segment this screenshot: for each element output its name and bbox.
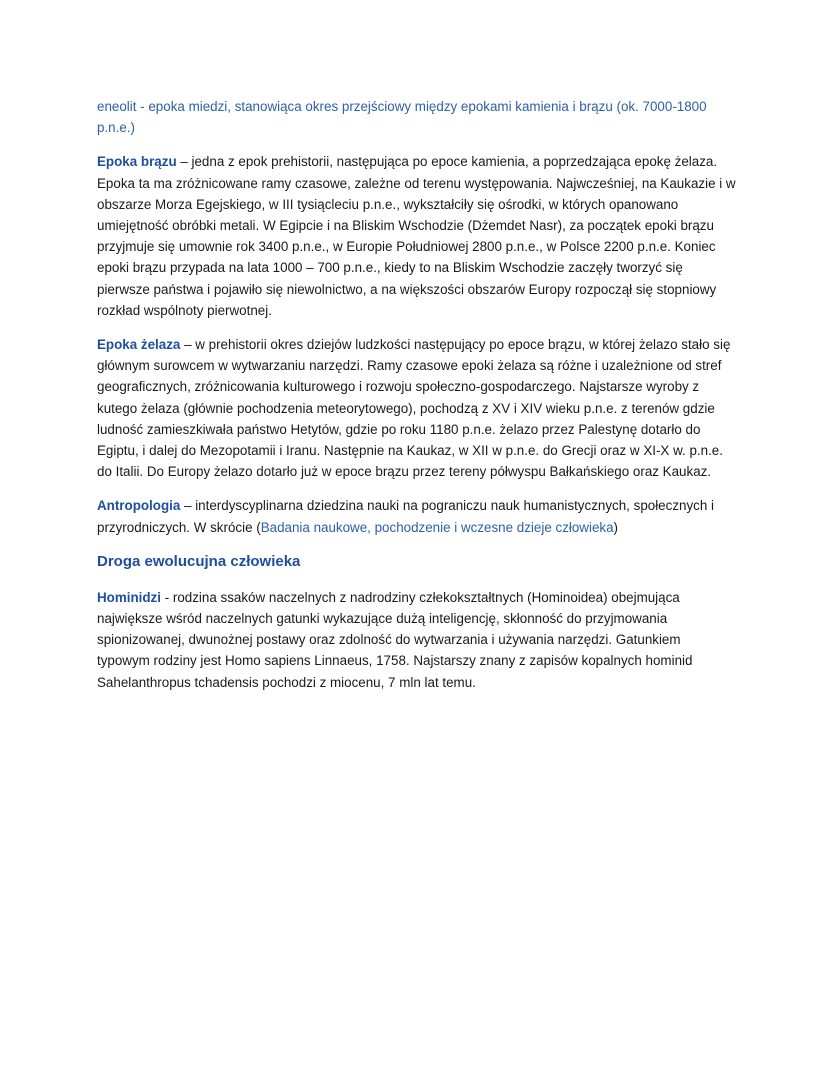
- anthropology-close-paren: ): [613, 519, 619, 535]
- iron-age-text: – w prehistorii okres dziejów ludzkości następujący po epoce brązu, w której żelazo stało się głównym surowcem w wytwarzaniu narzędzi. Ramy czasowe epoki żelaza są różne i uzależnione od stref geograficznych, zróżnicowania kulturowego i rozwoju społeczno-gospodarczego. Najstarsze wyroby z kutego żelaza (głównie pochodzenia meteorytowego), pochodzą z XV i XIV wieku p.n.e. z terenów gdzie ludność zamieszkiwała państwo Hetytów, gdzie po roku 1180 p.n.e. żelazo przez Palestynę dotarło do Egiptu, i dalej do Mezopotamii i Iranu. Następnie na Kaukaz, w XII w p.n.e. do Grecji oraz w XI-X w. p.n.e. do Italii. Do Europy żelazo dotarło już w epoce brązu przez tereny półwyspu Bałkańskiego oraz Kaukaz.: [97, 337, 731, 480]
- hominids-text: - rodzina ssaków naczelnych z nadrodziny człekokształtnych (Hominoidea) obejmująca największe wśród naczelnych gatunki wykazujące dużą inteligencję, skłonność do przyjmowania spionizowanej, dwunożnej postawy oraz zdolność do wytwarzania i używania narzędzi. Gatunkiem typowym rodziny jest Homo sapiens Linnaeus, 1758. Najstarszy znany z zapisów kopalnych hominid Sahelanthropus tchadensis pochodzi z miocenu, 7 mln lat temu.: [97, 589, 693, 690]
- anthropology-link[interactable]: Badania naukowe, pochodzenie i wczesne dzieje człowieka: [260, 519, 614, 535]
- anthropology-term: Antropologia: [97, 498, 181, 514]
- hominids-paragraph: [97, 587, 737, 693]
- hominids-term: Hominidzi: [97, 589, 161, 605]
- document-page: [97, 96, 737, 706]
- bronze-age-term: Epoka brązu: [97, 154, 177, 170]
- section-heading: Droga ewolucujna człowieka: [97, 552, 301, 570]
- bronze-age-text: – jedna z epok prehistorii, następująca po epoce kamienia, a poprzedzająca epokę żelaza. Epoka ta ma zróżnicowane ramy czasowe, zależne od terenu występowania. Najwcześniej, na Kaukazie i w obszarze Morza Egejskiego, w III tysiącleciu p.n.e., wykształciły się ośrodki, w których opanowano umiejętność obróbki metali. W Egipcie i na Bliskim Wschodzie (Dżemdet Nasr), za początek epoki brązu przyjmuje się umownie rok 3400 p.n.e., w Europie Południowej 2800 p.n.e., w Polsce 2200 p.n.e. Koniec epoki brązu przypada na lata 1000 – 700 p.n.e., kiedy to na Bliskim Wschodzie zaczęły tworzyć się pierwsze państwa i pojawiło się niewolnictwo, a na większości obszarów Europy rozpoczął się stopniowy rozkład wspólnoty pierwotnej.: [97, 154, 736, 318]
- anthropology-paragraph: [97, 495, 737, 537]
- eneolit-paragraph: eneolit - epoka miedzi, stanowiąca okres przejściowy między epokami kamienia i brązu (ok. 7000-1800 p.n.e.): [97, 99, 707, 136]
- bronze-age-paragraph: [97, 151, 737, 321]
- iron-age-paragraph: [97, 334, 737, 482]
- anthropology-text: – interdyscyplinarna dziedzina nauki na pograniczu nauk humanistycznych, społecznych i przyrodniczych. W skrócie (: [97, 498, 715, 535]
- iron-age-term: Epoka żelaza: [97, 337, 181, 353]
